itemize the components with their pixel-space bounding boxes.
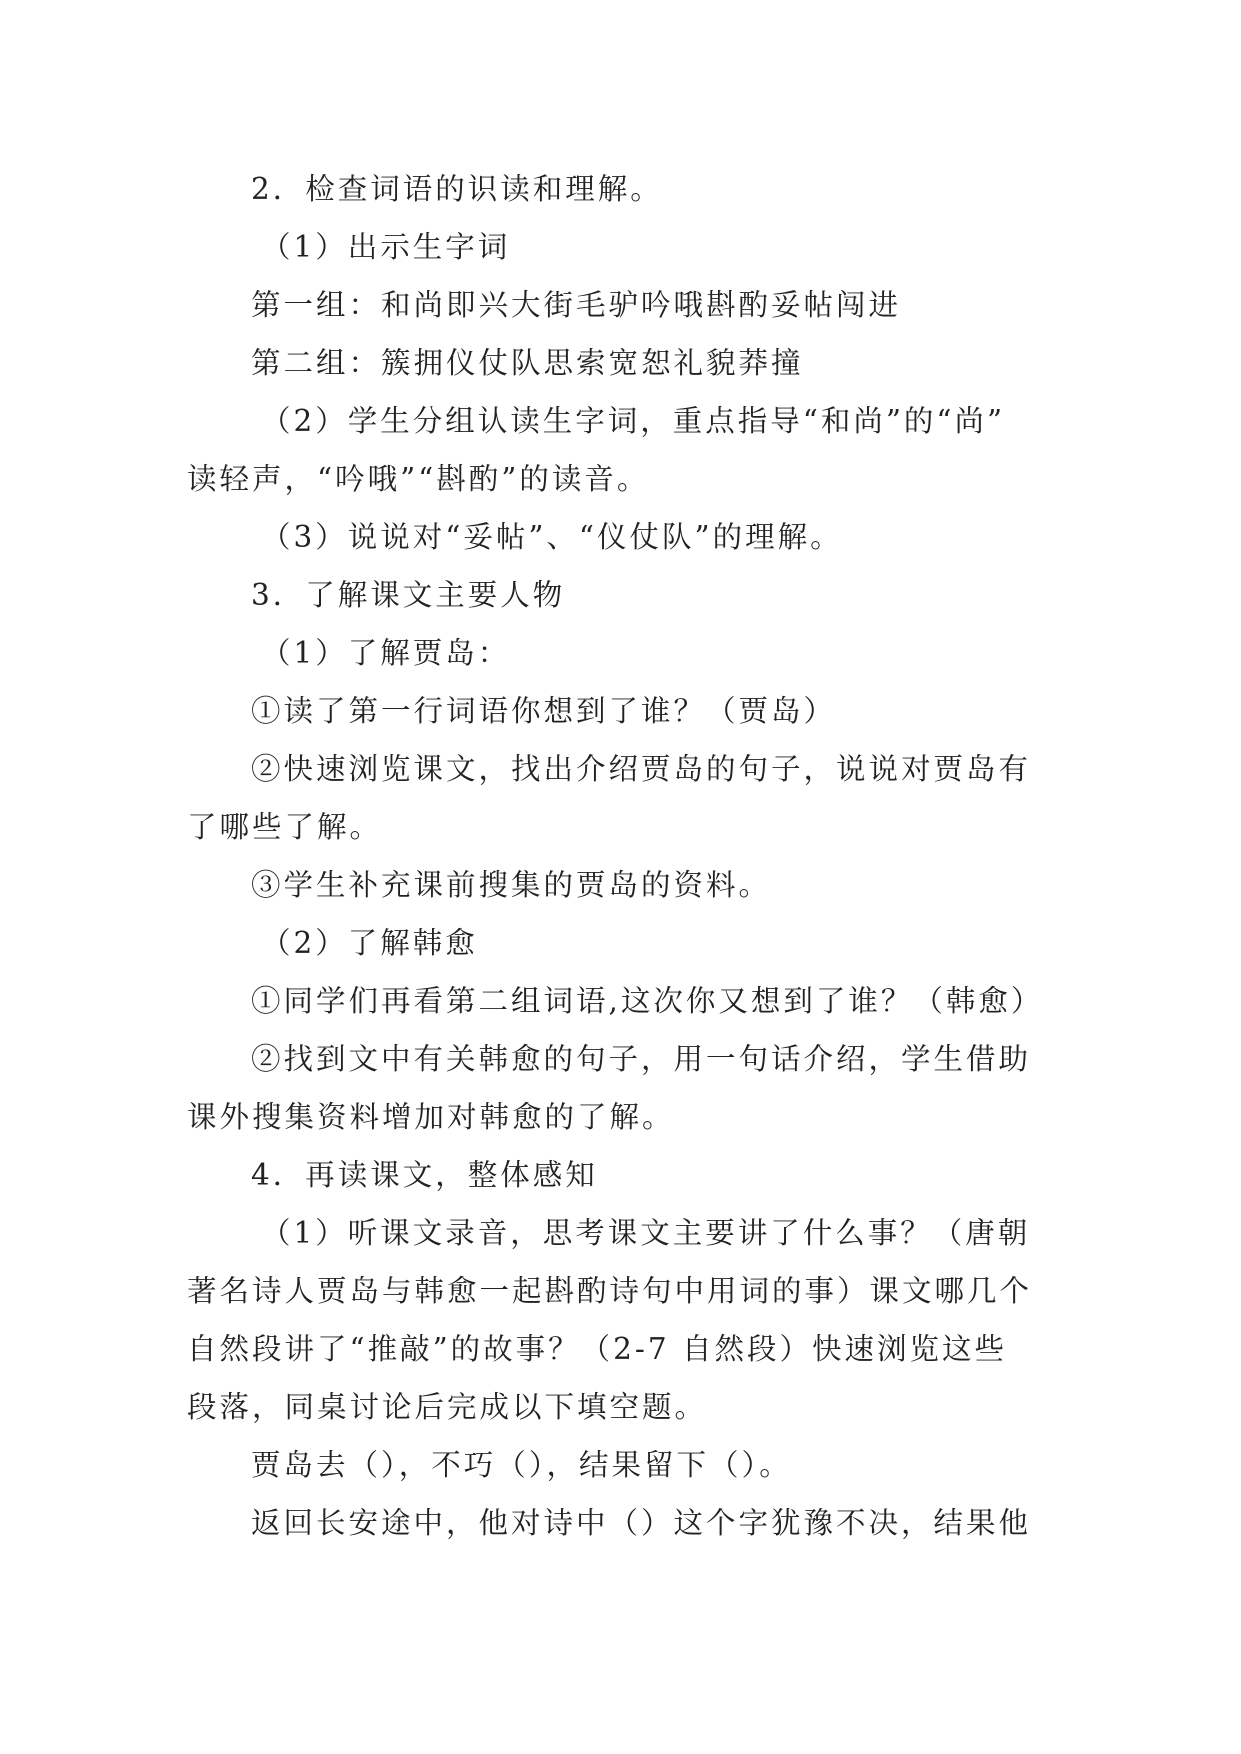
paragraph-line: 第一组：和尚即兴大街毛驴吟哦斟酌妥帖闯进	[251, 288, 902, 322]
paragraph-line: 第二组：簇拥仪仗队思索宽恕礼貌莽撞	[251, 346, 804, 380]
subsection-heading: （1）出示生字词	[261, 230, 511, 264]
paragraph-line: 段落，同桌讨论后完成以下填空题。	[187, 1390, 708, 1424]
paragraph-line: 课外搜集资料增加对韩愈的了解。	[187, 1100, 675, 1134]
paragraph-line: ③学生补充课前搜集的贾岛的资料。	[251, 868, 772, 902]
section-heading: 4．再读课文，整体感知	[251, 1158, 598, 1192]
paragraph-line: （1）听课文录音，思考课文主要讲了什么事？（唐朝	[261, 1216, 1031, 1250]
paragraph-line: ①同学们再看第二组词语,这次你又想到了谁？（韩愈）	[251, 984, 1044, 1018]
paragraph-line: ①读了第一行词语你想到了谁？（贾岛）	[251, 694, 837, 728]
paragraph-line: ②快速浏览课文，找出介绍贾岛的句子，说说对贾岛有	[251, 752, 1032, 786]
paragraph-line: 了哪些了解。	[187, 810, 383, 844]
paragraph-line: （2）学生分组认读生字词，重点指导“和尚”的“尚”	[261, 404, 1006, 438]
subsection-heading: （1）了解贾岛：	[261, 636, 511, 670]
paragraph-line: 自然段讲了“推敲”的故事？（2-7 自然段）快速浏览这些	[187, 1332, 1008, 1366]
subsection-heading: （2）了解韩愈	[261, 926, 478, 960]
paragraph-line: ②找到文中有关韩愈的句子，用一句话介绍，学生借助	[251, 1042, 1032, 1076]
paragraph-line: 读轻声，“吟哦”“斟酌”的读音。	[187, 462, 650, 496]
fill-in-blank-line: 贾岛去（），不巧（），结果留下（）。	[251, 1448, 792, 1482]
section-heading: 2．检查词语的识读和理解。	[251, 172, 663, 206]
section-heading: 3．了解课文主要人物	[251, 578, 566, 612]
document-body	[187, 160, 1047, 1552]
fill-in-blank-line: 返回长安途中，他对诗中（）这个字犹豫不决，结果他	[251, 1506, 1032, 1540]
paragraph-line: （3）说说对“妥帖”、“仪仗队”的理解。	[261, 520, 843, 554]
paragraph-line: 著名诗人贾岛与韩愈一起斟酌诗句中用词的事）课文哪几个	[187, 1274, 1033, 1308]
